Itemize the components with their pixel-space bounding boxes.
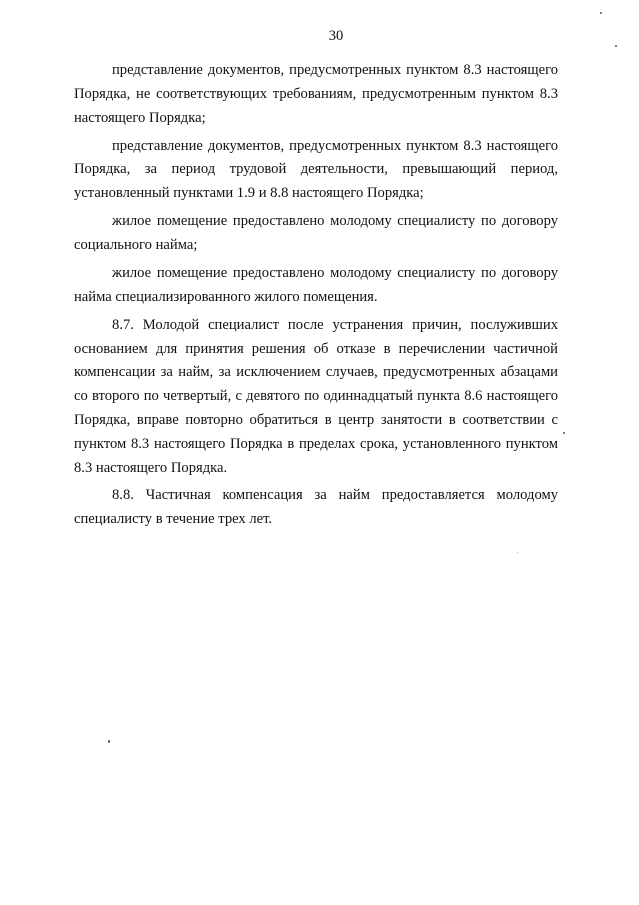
scan-speck [108, 740, 110, 743]
page-number: 30 [328, 28, 344, 44]
paragraph-8-7: 8.7. Молодой специалист после устранения причин, послуживших основанием для принятия решения об отказе в перечислении частичной компенсации за найм, за исключением случаев, предусмотренных абзацами со второго по четвертый, с девятого по одиннадцатый пункта 8.6 настоящего Порядка, вправе повторно обратиться в центр занятости в соответствии с пунктом 8.3 настоящего Порядка в пределах срока, установленного пунктом 8.3 настоящего Порядка. [74, 316, 558, 476]
paragraph-documents-exceeding-period: представление документов, предусмотренных пунктом 8.3 настоящего Порядка, за период трудовой деятельности, превышающий период, установленный пунктами 1.9 и 8.8 настоящего Порядка; [74, 137, 558, 202]
scan-speck [600, 12, 602, 14]
scan-speck [615, 45, 617, 47]
paragraph-social-rent-housing: жилое помещение предоставлено молодому специалисту по договору социального найма; [74, 213, 558, 253]
paragraph-documents-not-compliant: представление документов, предусмотренных пунктом 8.3 настоящего Порядка, не соответствующих требованиям, предусмотренным пунктом 8.3 настоящего Порядка; [74, 62, 558, 126]
paragraph-8-8: 8.8. Частичная компенсация за найм предоставляется молодому специалисту в течение трех лет. [74, 487, 558, 528]
paragraph-specialized-housing: жилое помещение предоставлено молодому специалисту по договору найма специализированного жилого помещения. [74, 264, 558, 305]
scan-speck [517, 552, 518, 553]
scan-speck [563, 432, 565, 434]
document-body [74, 59, 558, 536]
